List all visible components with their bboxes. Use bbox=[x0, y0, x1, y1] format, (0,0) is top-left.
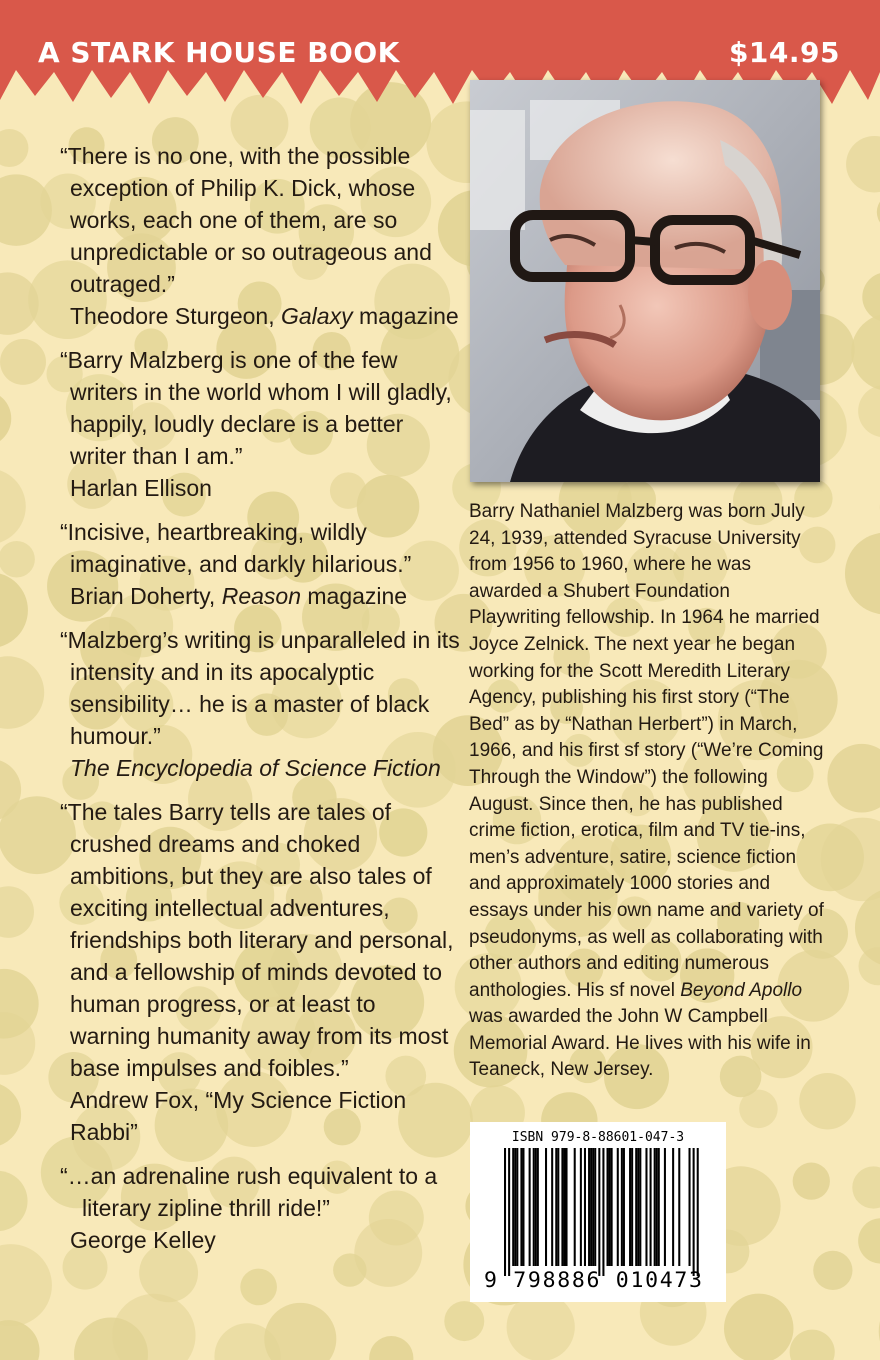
quote-author: Andrew Fox, “My Science Fiction Rabbi” bbox=[70, 1087, 407, 1145]
barcode-bar bbox=[689, 1148, 691, 1266]
quote-attribution bbox=[60, 580, 460, 612]
barcode-bar bbox=[590, 1148, 592, 1266]
background-dot bbox=[0, 390, 11, 446]
barcode-bar bbox=[623, 1148, 625, 1266]
barcode-bar bbox=[693, 1148, 695, 1276]
quote-source-suffix: magazine bbox=[307, 583, 408, 609]
barcode-bar bbox=[609, 1148, 611, 1266]
barcode-bar bbox=[561, 1148, 563, 1266]
quote-source-suffix: magazine bbox=[358, 303, 459, 329]
barcode-bar bbox=[574, 1148, 576, 1266]
barcode-bar bbox=[555, 1148, 557, 1266]
publisher-label: A STARK HOUSE BOOK bbox=[38, 36, 400, 69]
barcode-bar bbox=[664, 1148, 666, 1266]
quote-text: “There is no one, with the possible exception of Philip K. Dick, whose works, each one of them, are so unpredictable or so outrageous and outraged.” bbox=[60, 143, 432, 297]
ean-digits: 9 798886 010473 bbox=[484, 1268, 704, 1293]
background-dot bbox=[0, 1244, 52, 1326]
barcode-bar bbox=[602, 1148, 604, 1276]
background-dot bbox=[264, 1303, 336, 1360]
background-dot bbox=[0, 468, 26, 544]
barcode-bar bbox=[654, 1148, 656, 1266]
barcode-bar bbox=[522, 1148, 524, 1266]
quote-attribution bbox=[60, 1224, 460, 1256]
barcode-bar bbox=[697, 1148, 699, 1276]
barcode-bar bbox=[617, 1148, 619, 1266]
barcode-bar bbox=[588, 1148, 590, 1266]
background-dot bbox=[813, 1251, 852, 1290]
barcode-bar bbox=[598, 1148, 600, 1276]
background-dot bbox=[0, 129, 28, 167]
barcode-bar bbox=[635, 1148, 637, 1266]
barcode-bar bbox=[545, 1148, 547, 1266]
barcode-bar bbox=[557, 1148, 559, 1266]
barcode-bar bbox=[658, 1148, 660, 1266]
background-dot bbox=[790, 1330, 835, 1360]
background-dot bbox=[793, 1163, 830, 1200]
quote-author: Brian Doherty, bbox=[70, 583, 216, 609]
barcode-bar bbox=[537, 1148, 539, 1266]
barcode-bar bbox=[592, 1148, 594, 1266]
quote-author: George Kelley bbox=[70, 1227, 216, 1253]
background-dot bbox=[0, 541, 35, 578]
barcode-bar bbox=[637, 1148, 639, 1266]
novel-title: Beyond Apollo bbox=[680, 979, 803, 1001]
background-dot bbox=[858, 1218, 880, 1263]
review-quote bbox=[60, 140, 460, 332]
background-dot bbox=[369, 1336, 413, 1360]
barcode-bar bbox=[645, 1148, 647, 1266]
background-dot bbox=[0, 339, 46, 385]
background-dot bbox=[0, 656, 44, 729]
background-dot bbox=[0, 572, 28, 648]
barcode-bar bbox=[611, 1148, 613, 1266]
barcode-bar bbox=[678, 1148, 680, 1266]
quote-attribution bbox=[60, 752, 460, 784]
barcode-bar bbox=[551, 1148, 553, 1266]
barcode-bar bbox=[512, 1148, 514, 1266]
author-bio-text: Barry Nathaniel Malzberg was born July 24, 1939, attended Syracuse University from 1956 to 1960, where he was awarded a Shubert Foundation Playwriting fellowship. In 1964 he married Joyce Zelnick. The next year he began working for the Scott Meredith Literary Agency, publishing his first story (“The Bed” as by “Nathan Herbert”) in March, 1966, and his first sf story (“We’re Coming Through the Window”) the following August. Since then, he has published crime fiction, erotica, film and TV tie-ins, men’s adventure, satire, science fiction and approximately 1000 stories and essays under his own name and variety of pseudonyms, as well as collaborating with other authors and editing numerous anthologies. His sf novel bbox=[469, 501, 824, 1001]
background-dot bbox=[0, 886, 34, 938]
background-dot bbox=[739, 1090, 777, 1128]
barcode-bar bbox=[631, 1148, 633, 1266]
barcode-bar bbox=[566, 1148, 568, 1266]
background-dot bbox=[851, 313, 880, 391]
author-bio bbox=[469, 499, 824, 1084]
background-dot bbox=[827, 744, 880, 813]
background-dot bbox=[444, 1301, 484, 1341]
price-label: $14.95 bbox=[728, 36, 840, 69]
barcode-bar bbox=[621, 1148, 623, 1266]
barcode-bar bbox=[504, 1148, 506, 1276]
barcode-bar bbox=[629, 1148, 631, 1266]
review-quote bbox=[60, 516, 460, 612]
quote-text: “Malzberg’s writing is unparalleled in its intensity and in its apocalyptic sensibility… he is a master of black humour.” bbox=[60, 627, 460, 749]
background-dot bbox=[845, 533, 880, 615]
barcode-bar bbox=[580, 1148, 582, 1266]
barcode-bar bbox=[607, 1148, 609, 1266]
background-dot bbox=[859, 947, 880, 985]
barcode-bar bbox=[535, 1148, 537, 1266]
background-dot bbox=[0, 1171, 28, 1231]
barcode-bar bbox=[650, 1148, 652, 1266]
quote-source: The Encyclopedia of Science Fiction bbox=[70, 755, 441, 781]
quote-attribution bbox=[60, 1084, 460, 1148]
barcode-bar bbox=[508, 1148, 510, 1276]
background-dot bbox=[0, 1320, 40, 1360]
barcode-bar bbox=[584, 1148, 586, 1266]
barcode-bar bbox=[520, 1148, 522, 1266]
background-dot bbox=[858, 385, 880, 437]
barcode-bar bbox=[639, 1148, 641, 1266]
quote-text: “The tales Barry tells are tales of crushed dreams and choked ambitions, but they are also tales of exciting intellectual adventures, friendships both literary and personal, and a fellowship of minds devoted to human progress, or at least to warning humanity away from its most base impulses and foibles.” bbox=[60, 799, 454, 1081]
quote-attribution bbox=[60, 472, 460, 504]
isbn-barcode bbox=[470, 1122, 726, 1302]
review-quotes bbox=[60, 140, 460, 1268]
barcode-bar bbox=[672, 1148, 674, 1266]
barcode-bar bbox=[516, 1148, 518, 1266]
review-quote bbox=[60, 1160, 460, 1256]
barcode-bar bbox=[514, 1148, 516, 1266]
background-dot bbox=[846, 136, 880, 192]
author-photo bbox=[470, 80, 820, 482]
review-quote bbox=[60, 624, 460, 784]
barcode-bar bbox=[533, 1148, 535, 1266]
quote-text: “…an adrenaline rush equivalent to a literary zipline thrill ride!” bbox=[60, 1163, 438, 1221]
background-dot bbox=[112, 1294, 195, 1360]
background-dot bbox=[240, 1269, 277, 1306]
barcode-bar bbox=[529, 1148, 531, 1266]
barcode-bar bbox=[594, 1148, 596, 1266]
barcode-bar bbox=[563, 1148, 565, 1266]
barcode-bar bbox=[656, 1148, 658, 1266]
review-quote bbox=[60, 344, 460, 504]
background-dot bbox=[862, 272, 880, 322]
quote-author: Harlan Ellison bbox=[70, 475, 212, 501]
author-bio-text-end: was awarded the John W Campbell Memorial Award. He lives with his wife in Teaneck, New Jersey. bbox=[469, 1006, 811, 1081]
quote-text: “Barry Malzberg is one of the few writers in the world whom I will gladly, happily, loudly declare is a better writer than I am.” bbox=[60, 347, 452, 469]
quote-author: Theodore Sturgeon, bbox=[70, 303, 275, 329]
quote-attribution bbox=[60, 300, 460, 332]
background-dot bbox=[852, 1166, 880, 1208]
isbn-label: ISBN 979-8-88601-047-3 bbox=[511, 1130, 685, 1145]
background-dot bbox=[0, 1082, 21, 1147]
quote-text: “Incisive, heartbreaking, wildly imaginative, and darkly hilarious.” bbox=[60, 519, 412, 577]
quote-source: Reason bbox=[221, 583, 301, 609]
review-quote bbox=[60, 796, 460, 1148]
background-dot bbox=[507, 1293, 575, 1360]
quote-source: Galaxy bbox=[280, 303, 353, 329]
background-dot bbox=[724, 1294, 794, 1360]
